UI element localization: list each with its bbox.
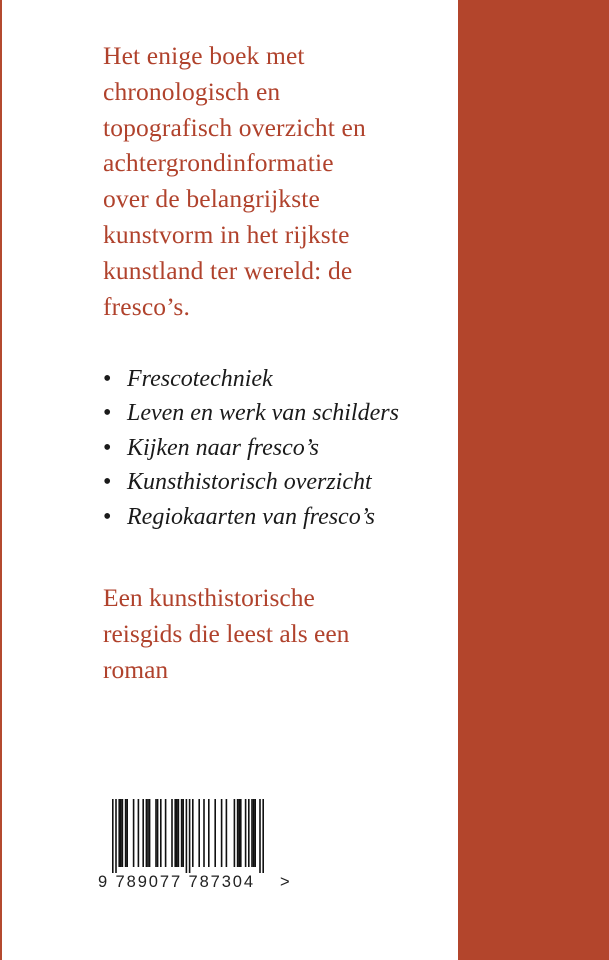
barcode-bars	[112, 799, 282, 873]
intro-line: Het enige boek met	[103, 41, 305, 70]
barcode-bar	[160, 799, 162, 867]
barcode-bar	[186, 799, 188, 873]
feature-item	[103, 500, 448, 534]
barcode-bar	[245, 799, 247, 867]
intro-line: achtergrondinformatie	[103, 148, 334, 178]
feature-label: Kunsthistorisch overzicht	[127, 469, 372, 496]
barcode-bar	[122, 799, 124, 867]
bullet-mark: •	[103, 366, 112, 392]
barcode-bar	[251, 799, 253, 867]
intro-line: kunstvorm in het rijkste	[103, 219, 350, 249]
barcode-bar	[262, 799, 264, 873]
barcode-bar	[178, 799, 180, 867]
tagline-line: reisgids die leest als een	[103, 618, 350, 648]
feature-item	[103, 396, 448, 430]
barcode-bar	[146, 799, 148, 867]
barcode-bar	[221, 799, 223, 867]
barcode-bar	[240, 799, 242, 867]
barcode-bar	[181, 799, 183, 867]
barcode-bar	[165, 799, 167, 867]
feature-label: Leven en werk van schilders	[127, 400, 399, 427]
barcode-bar	[192, 799, 194, 867]
intro-line: over de belangrijkste	[103, 184, 320, 214]
feature-item	[103, 465, 448, 499]
barcode-bar	[254, 799, 256, 867]
bullet-mark: •	[103, 503, 112, 530]
barcode-bar	[253, 799, 255, 867]
barcode-bar	[234, 799, 236, 867]
barcode-bar	[112, 799, 114, 873]
intro-line: chronologisch en	[103, 76, 281, 106]
bullet-mark: •	[103, 434, 112, 461]
barcode-bar	[147, 799, 149, 867]
feature-list	[103, 362, 448, 534]
barcode-bar	[237, 799, 239, 867]
tagline-paragraph	[103, 580, 448, 687]
barcode-bar	[138, 799, 140, 867]
tagline-line: roman	[103, 654, 169, 684]
barcode-bar	[157, 799, 159, 867]
barcode-bar	[226, 799, 228, 867]
barcode-bar	[214, 799, 216, 867]
barcode-bar	[189, 799, 191, 873]
barcode-bar	[149, 799, 151, 867]
barcode-bar	[176, 799, 178, 867]
barcode-bar	[198, 799, 200, 867]
barcode-bar	[238, 799, 240, 867]
barcode-bar	[203, 799, 205, 867]
barcode-arrow: >	[280, 873, 290, 891]
barcode-bar	[155, 799, 157, 867]
barcode-bar	[208, 799, 210, 867]
feature-label: Frescotechniek	[127, 366, 273, 392]
barcode-bar	[259, 799, 261, 873]
feature-label: Regiokaarten van fresco’s	[127, 503, 375, 530]
red-side-band	[458, 0, 609, 960]
barcode-bar	[115, 799, 117, 873]
intro-line: topografisch overzicht en	[103, 112, 366, 142]
barcode-bar	[142, 799, 144, 867]
feature-item	[103, 431, 448, 465]
isbn-barcode	[98, 795, 298, 900]
barcode-bar	[120, 799, 122, 867]
barcode-bar	[125, 799, 127, 867]
barcode-bar	[126, 799, 128, 867]
bullet-mark: •	[103, 469, 112, 496]
intro-line: fresco’s.	[103, 291, 191, 321]
intro-paragraph	[103, 38, 448, 324]
barcode-bar	[133, 799, 135, 867]
tagline-line: Een kunsthistorische	[103, 583, 315, 612]
barcode-bar	[182, 799, 184, 867]
feature-label: Kijken naar fresco’s	[127, 434, 319, 461]
barcode-bar	[248, 799, 250, 867]
intro-line: kunstland ter wereld: de	[103, 255, 353, 285]
barcode-bar	[118, 799, 120, 867]
feature-item	[103, 362, 448, 396]
bullet-mark: •	[103, 400, 112, 427]
barcode-bar	[174, 799, 176, 867]
left-edge-line	[0, 0, 2, 960]
barcode-bar	[171, 799, 173, 867]
barcode-digits: 9 789077 787304	[98, 873, 255, 891]
